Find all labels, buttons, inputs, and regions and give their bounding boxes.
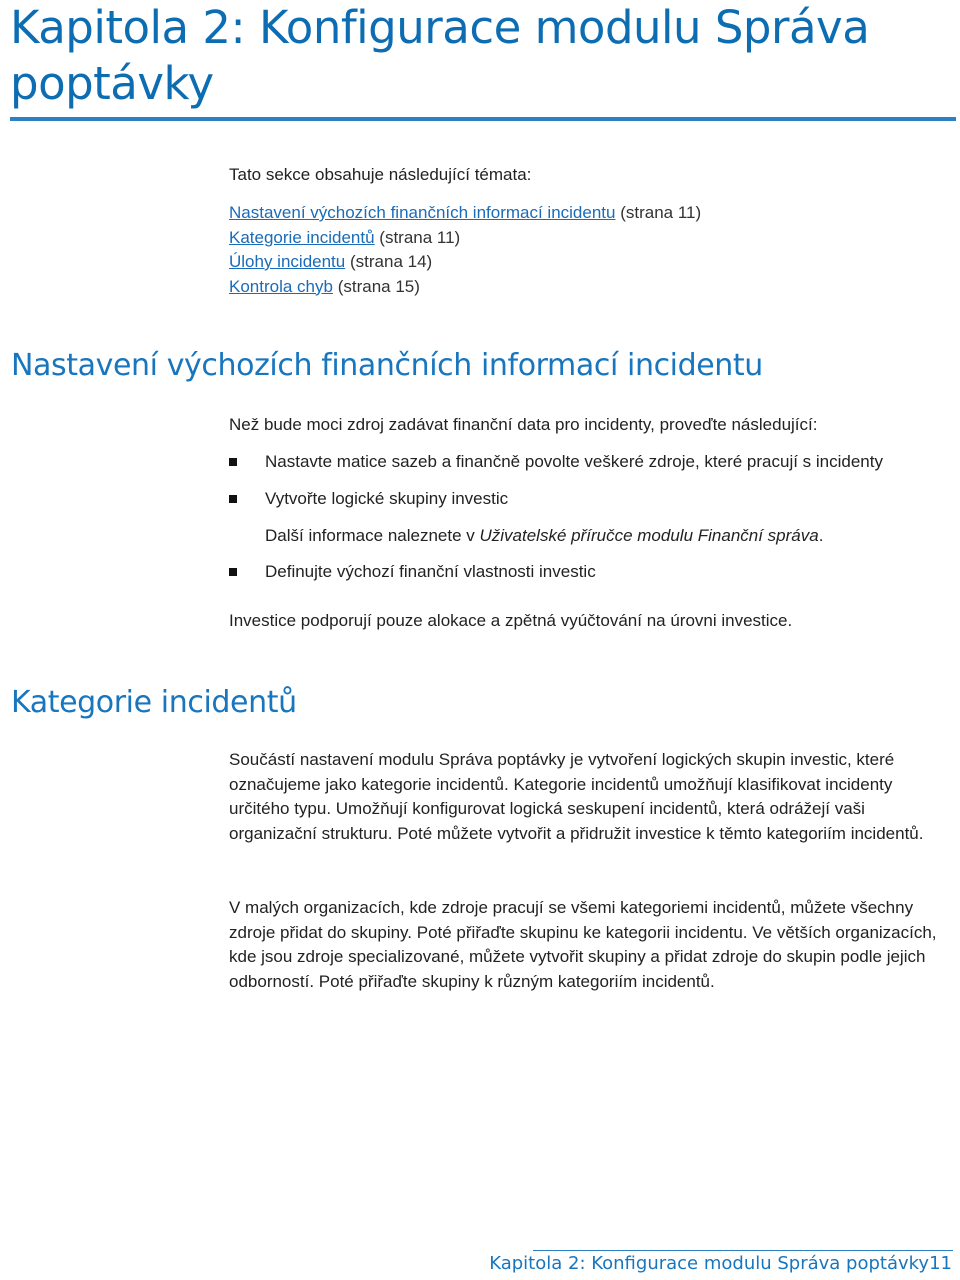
section2-paragraph-1: Součástí nastavení modulu Správa poptávky je vytvoření logických skupin investic, které označujeme jako kategorie incidentů. Kategorie incidentů umožňují klasifikovat incidenty určitého typu. Umožňují konfigurovat logická seskupení incidentů, která odrážejí vaši organizační strukturu. Poté můžete vytvořit a přidružit investice k těmto kategoriím incidentů.: [229, 750, 924, 843]
toc-page-ref: (strana 15): [337, 276, 420, 296]
bullet-text: Nastavte matice sazeb a finančně povolte veškeré zdroje, které pracují s incidenty: [265, 452, 883, 471]
section2-paragraph-2: V malých organizacích, kde zdroje pracují se všemi kategoriemi incidentů, můžete všechny zdroje přidat do skupiny. Poté přiřaďte skupinu ke kategorii incidentu. Ve větších organizacích, kde jsou zdroje specializované, můžete vytvořit skupiny a přidat zdroje do skupin podle jejich odborností. Poté přiřaďte skupiny k různým kategoriím incidentů.: [229, 898, 937, 991]
note-suffix: .: [818, 526, 824, 545]
toc-link-error-checking[interactable]: Kontrola chyb: [229, 276, 333, 296]
bullet-icon: [229, 568, 237, 576]
chapter-title: Kapitola 2: Konfigurace modulu Správa poptávky: [10, 1, 870, 110]
toc-link-default-financials[interactable]: Nastavení výchozích finančních informací incidentu: [229, 203, 616, 222]
toc-link-incident-jobs[interactable]: Úlohy incidentu: [229, 252, 346, 271]
section1-lead: Než bude moci zdroj zadávat finanční data pro incidenty, proveďte následující:: [229, 415, 818, 434]
bullet-text: Definujte výchozí finanční vlastnosti investic: [265, 562, 596, 581]
page-number: 11: [929, 1253, 952, 1274]
footer-chapter: Kapitola 2: Konfigurace modulu Správa poptávky: [489, 1253, 930, 1274]
section1-closing: Investice podporují pouze alokace a zpětná vyúčtování na úrovni investice.: [229, 611, 793, 630]
section1-heading: Nastavení výchozích finančních informací incidentu: [11, 348, 763, 383]
toc-page-ref: (strana 11): [620, 203, 702, 222]
toc-item: [229, 250, 701, 275]
toc-item: [229, 201, 701, 226]
intro-text: Tato sekce obsahuje následující témata:: [229, 165, 532, 184]
bullet-text: Vytvořte logické skupiny investic: [265, 489, 509, 508]
page-footer: [489, 1253, 952, 1274]
toc-link-incident-categories[interactable]: Kategorie incidentů: [229, 227, 375, 247]
footer-rule: [533, 1250, 953, 1251]
bullet-icon: [229, 458, 237, 466]
toc-item: [229, 275, 701, 300]
toc-page-ref: (strana 14): [349, 252, 433, 271]
note-prefix: Další informace naleznete v: [265, 526, 480, 545]
toc-page-ref: (strana 11): [379, 227, 461, 247]
note-guide-title: Uživatelské příručce modulu Finanční správa: [479, 526, 819, 545]
bullet-icon: [229, 495, 237, 503]
toc-item: [229, 226, 701, 251]
finance-note: [265, 524, 823, 549]
toc-list: [229, 201, 701, 299]
title-rule: [10, 117, 956, 121]
section2-heading: Kategorie incidentů: [11, 685, 297, 720]
